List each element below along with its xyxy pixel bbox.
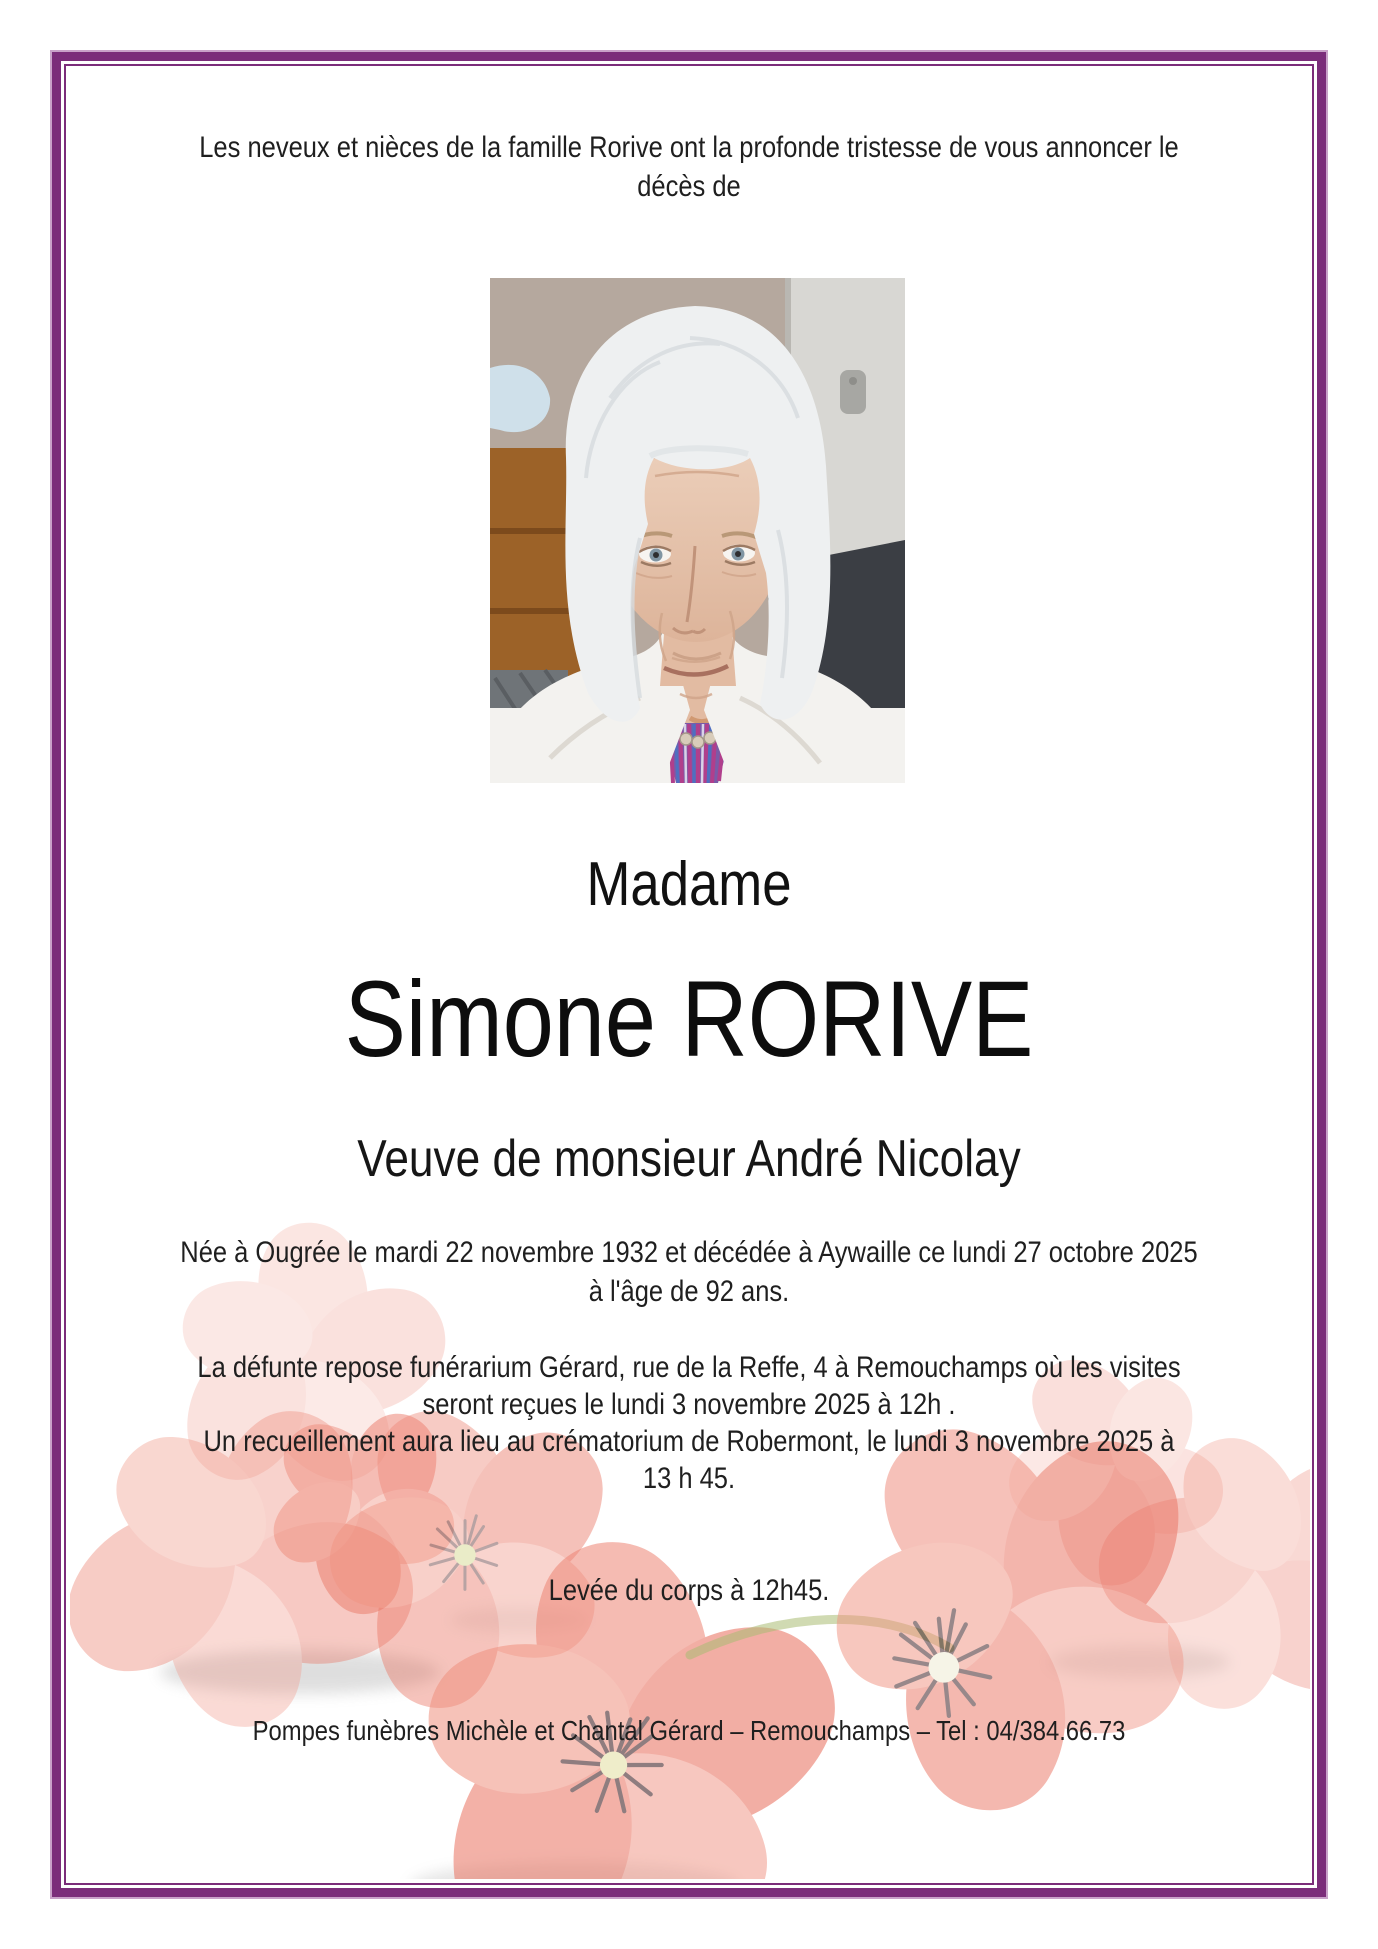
funeral-home-footer: Pompes funèbres Michèle et Chantal Gérard – Remouchamps – Tel : 04/384.66.73	[252, 1715, 1126, 1746]
intro-text	[103, 128, 1274, 206]
salutation: Madame	[586, 850, 792, 919]
funeral-line-3: Un recueillement aura lieu au crématorium de Robermont, le lundi 3 novembre 2025 à	[203, 1425, 1175, 1458]
birth-death-line-1: Née à Ougrée le mardi 22 novembre 1932 et décédée à Aywaille ce lundi 27 octobre 2025	[180, 1236, 1198, 1269]
portrait-photo	[490, 278, 905, 783]
funeral-line-4: 13 h 45.	[642, 1462, 736, 1495]
funeral-line-1: La défunte repose funérarium Gérard, rue de la Reffe, 4 à Remouchamps où les visites	[197, 1351, 1181, 1384]
intro-line-2: décès de	[637, 170, 741, 203]
funeral-line-2: seront reçues le lundi 3 novembre 2025 à 12h .	[422, 1388, 956, 1421]
birth-death-line-2: à l'âge de 92 ans.	[588, 1275, 790, 1308]
intro-line-1: Les neveux et nièces de la famille Rorive ont la profonde tristesse de vous annoncer le	[199, 131, 1179, 164]
levee-line: Levée du corps à 12h45.	[548, 1574, 830, 1607]
relation-line: Veuve de monsieur André Nicolay	[357, 1130, 1021, 1188]
funeral-paragraph	[103, 1349, 1274, 1497]
birth-death-paragraph	[103, 1233, 1274, 1311]
deceased-name: Simone RORIVE	[344, 958, 1034, 1079]
